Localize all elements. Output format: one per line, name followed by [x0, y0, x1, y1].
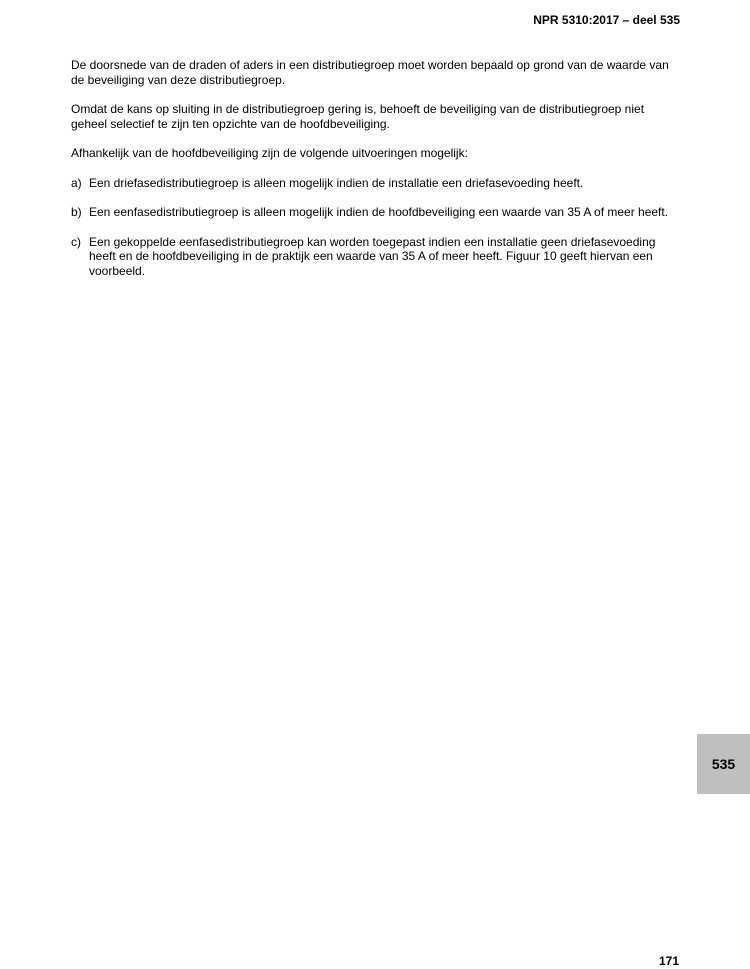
paragraph: Afhankelijk van de hoofdbeveiliging zijn de volgende uitvoeringen mogelijk: [71, 146, 468, 160]
section-thumb-tab [697, 734, 750, 794]
options-list [71, 176, 683, 279]
list-item [71, 176, 683, 191]
list-item-text: Een driefasedistributiegroep is alleen mogelijk indien de installatie een driefasevoeding heeft. [89, 175, 584, 190]
section-thumb-label: 535 [711, 756, 736, 772]
list-item-text: Een gekoppelde eenfasedistributiegroep kan worden toegepast indien een installatie geen driefasevoeding heeft en de hoofdbeveiliging in de praktijk een waarde van 35 A of meer heeft. Figuur 10 geeft hiervan een voorbeeld. [89, 234, 656, 278]
list-marker: c) [71, 234, 81, 249]
document-body [71, 58, 683, 293]
list-marker: b) [71, 205, 82, 219]
list-item-text: Een eenfasedistributiegroep is alleen mogelijk indien de hoofdbeveiliging een waarde van 35 A of meer heeft. [89, 205, 669, 219]
list-item [71, 235, 683, 279]
list-item [71, 205, 683, 220]
list-marker: a) [71, 175, 82, 190]
paragraph: Omdat de kans op sluiting in de distributiegroep gering is, behoeft de beveiliging van de distributiegroep niet geheel selectief te zijn ten opzichte van de hoofdbeveiliging. [71, 102, 645, 131]
page-number: 171 [658, 954, 679, 968]
paragraph: De doorsnede van de draden of aders in een distributiegroep moet worden bepaald op grond van de waarde van de beveiliging van deze distributiegroep. [71, 58, 669, 87]
running-header: NPR 5310:2017 – deel 535 [533, 13, 680, 27]
